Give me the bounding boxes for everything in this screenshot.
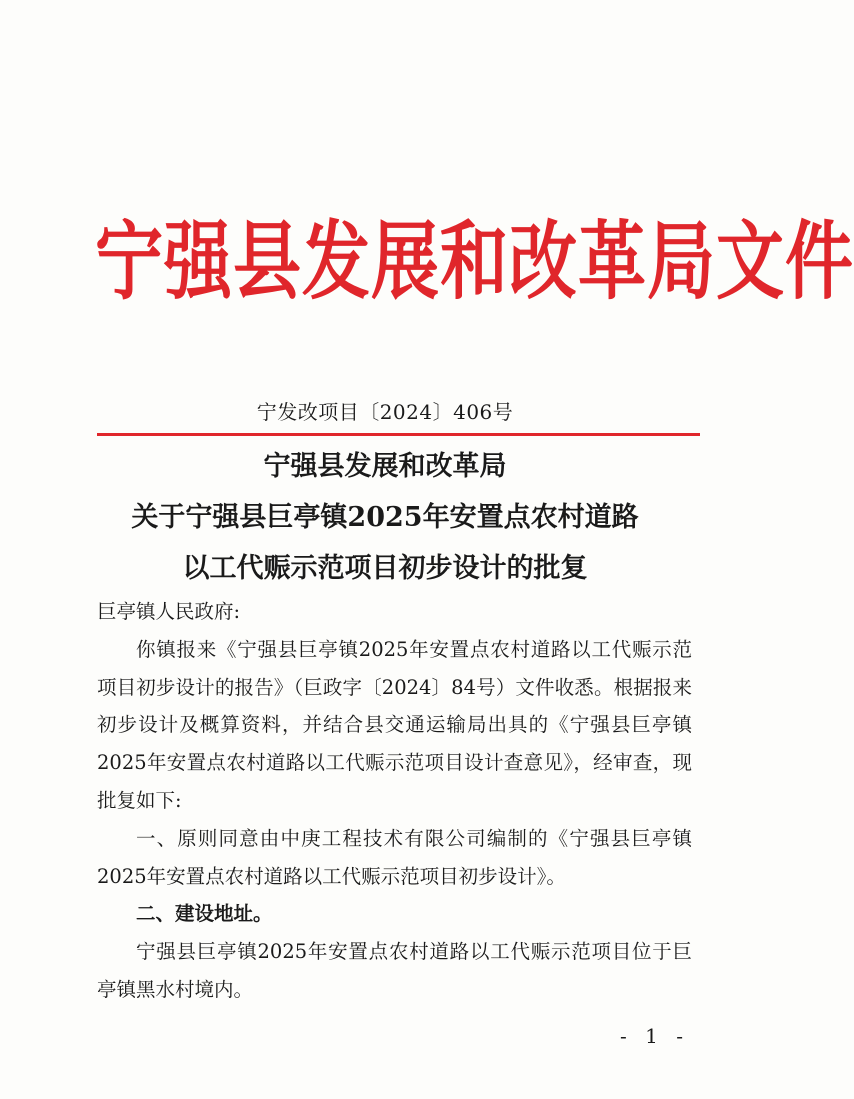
paragraph-4: 宁强县巨亭镇2025年安置点农村道路以工代赈示范项目位于巨亭镇黑水村境内。	[97, 940, 692, 1001]
paragraph-2: 一、原则同意由中庚工程技术有限公司编制的《宁强县巨亭镇2025年安置点农村道路以工代赈示范项目初步设计》。	[97, 826, 692, 888]
document-number: 宁发改项目〔2024〕406号	[256, 400, 514, 424]
page-number: - 1 -	[620, 1024, 689, 1048]
title-line-3: 以工代赈示范项目初步设计的批复	[182, 553, 588, 584]
masthead-title: 宁强县发展和改革局文件	[95, 212, 854, 312]
red-divider-line	[97, 433, 700, 436]
salutation: 巨亭镇人民政府:	[97, 600, 241, 623]
document-title	[0, 441, 770, 594]
document-body	[97, 593, 692, 1009]
title-line-2: 关于宁强县巨亭镇2025年安置点农村道路	[131, 502, 639, 533]
section-heading-2: 二、建设地址。	[136, 902, 273, 926]
title-line-1: 宁强县发展和改革局	[263, 451, 507, 482]
paragraph-1: 你镇报来《宁强县巨亭镇2025年安置点农村道路以工代赈示范项目初步设计的报告》（巨政字〔2024〕84号）文件收悉。根据报来初步设计及概算资料，并结合县交通运输局出具的《宁强县巨亭镇2025年安置点农村道路以工代赈示范项目设计查意见》，经审查，现批复如下:	[97, 637, 692, 812]
